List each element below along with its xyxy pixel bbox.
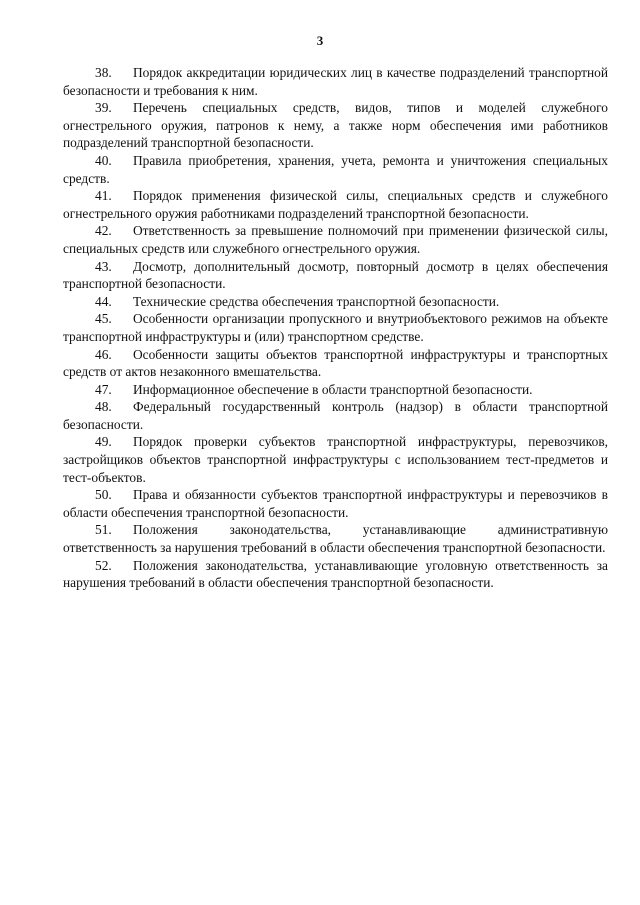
item-number: 38. [95,65,112,80]
item-number: 51. [95,522,112,538]
item-number: 46. [95,346,112,362]
item-number: 41. [95,188,112,204]
item-number: 52. [95,557,112,573]
item-number: 45. [95,311,112,327]
item-text: Порядок применения физической силы, специальных средств и служебного огнестрельного оружия работниками подразделений транспортной безопасности. [63,188,608,221]
list-item [63,64,608,99]
list-item [63,258,608,293]
item-number: 49. [95,434,112,450]
item-text: Федеральный государственный контроль (надзор) в области транспортной безопасности. [63,399,608,432]
numbered-list [63,64,608,592]
list-item [63,486,608,521]
list-item [63,310,608,345]
item-number: 42. [95,223,112,239]
list-item [63,152,608,187]
item-text: Перечень специальных средств, видов, типов и моделей служебного огнестрельного оружия, патронов к нему, а также норм обеспечения ими работников подразделений транспортной безопасности. [63,100,608,151]
item-number: 48. [95,399,112,415]
item-text: Положения законодательства, устанавливающие административную ответственность за нарушения требований в области обеспечения транспортной безопасности. [63,522,608,556]
item-number: 50. [95,487,112,503]
list-item [63,433,608,486]
list-item [63,521,608,556]
item-number: 44. [95,293,112,309]
item-text: Правила приобретения, хранения, учета, ремонта и уничтожения специальных средств. [63,152,608,186]
item-text: Досмотр, дополнительный досмотр, повторный досмотр в целях обеспечения транспортной безопасности. [63,258,608,292]
item-text: Особенности защиты объектов транспортной инфраструктуры и транспортных средств от актов незаконного вмешательства. [63,346,608,380]
item-number: 47. [95,381,112,397]
list-item [63,398,608,433]
item-number: 39. [95,100,112,116]
item-number: 40. [95,152,112,168]
list-item [63,293,608,311]
item-text: Информационное обеспечение в области транспортной безопасности. [133,381,533,397]
item-text: Особенности организации пропускного и внутриобъектового режимов на объекте транспортной инфраструктуры и (или) транспортном средстве. [63,311,608,344]
page-number: 3 [316,33,324,48]
item-text: Технические средства обеспечения транспортной безопасности. [133,293,500,309]
list-item [63,381,608,399]
item-text: Порядок аккредитации юридических лиц в качестве подразделений транспортной безопасности и требования к ним. [63,65,608,98]
item-text: Порядок проверки субъектов транспортной инфраструктуры, перевозчиков, застройщиков объектов транспортной инфраструктуры с использованием тест-предметов и тест-объектов. [63,434,608,485]
item-text: Положения законодательства, устанавливающие уголовную ответственность за нарушения требований в области обеспечения транспортной безопасности. [63,557,608,591]
list-item [63,222,608,257]
list-item [63,346,608,381]
list-item [63,557,608,592]
item-number: 43. [95,258,112,274]
list-item [63,99,608,152]
item-text: Ответственность за превышение полномочий при применении физической силы, специальных средств или служебного огнестрельного оружия. [63,223,608,256]
list-item [63,187,608,222]
item-text: Права и обязанности субъектов транспортной инфраструктуры и перевозчиков в области обеспечения транспортной безопасности. [63,487,608,520]
